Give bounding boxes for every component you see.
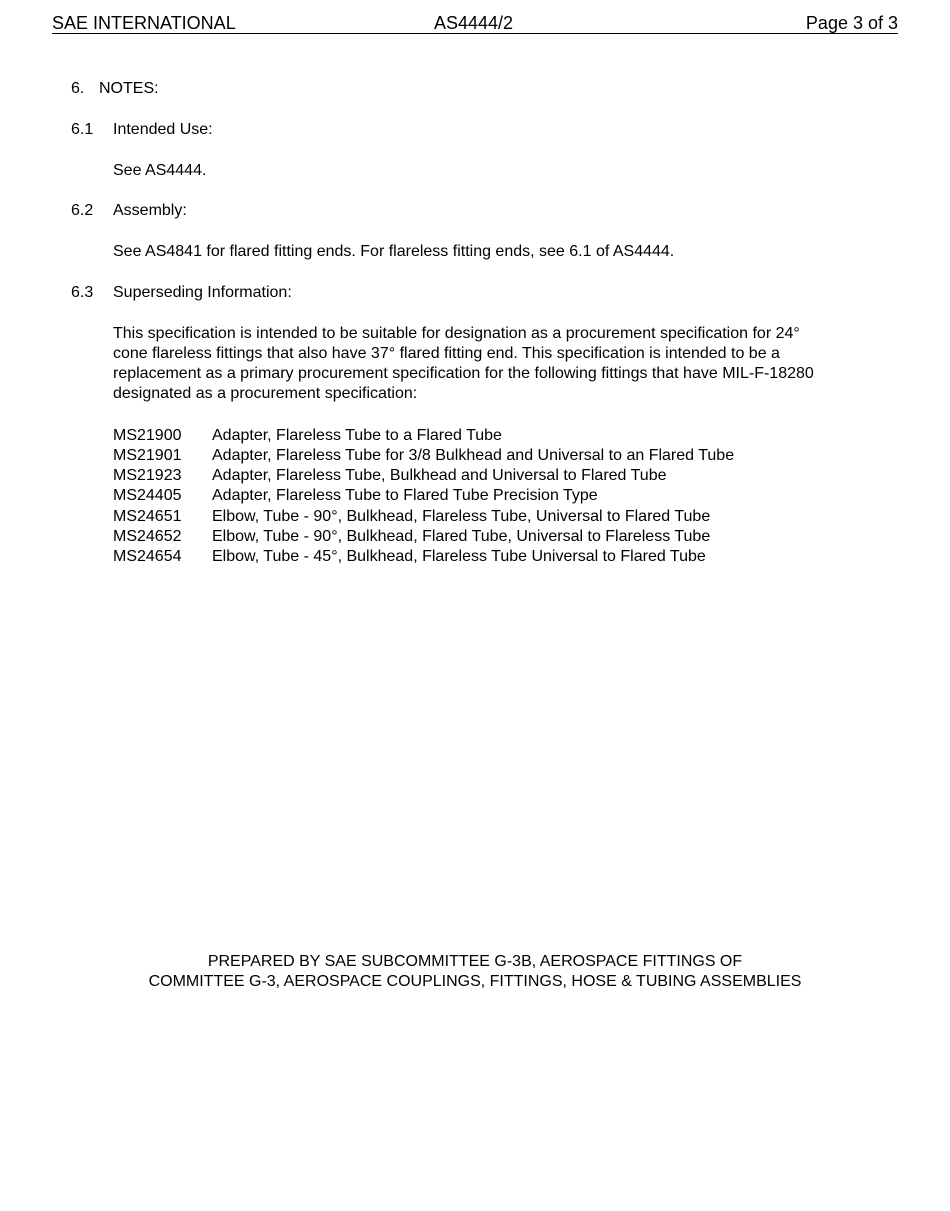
- fitting-description: Elbow, Tube - 90°, Bulkhead, Flareless Tube, Universal to Flared Tube: [212, 508, 711, 525]
- fitting-description: Adapter, Flareless Tube to Flared Tube Precision Type: [212, 487, 598, 504]
- footer-line-1: PREPARED BY SAE SUBCOMMITTEE G-3B, AEROSPACE FITTINGS OF: [207, 953, 743, 970]
- fitting-description: Elbow, Tube - 90°, Bulkhead, Flared Tube, Universal to Flareless Tube: [212, 528, 711, 545]
- page-header: [52, 13, 898, 34]
- fitting-description: Adapter, Flareless Tube to a Flared Tube: [212, 427, 502, 444]
- fitting-description: Adapter, Flareless Tube, Bulkhead and Universal to Flared Tube: [212, 467, 667, 484]
- subsection-title-superseding: Superseding Information:: [113, 284, 292, 301]
- fitting-code: MS24652: [113, 528, 182, 545]
- section-title: NOTES:: [99, 80, 159, 97]
- fitting-code: MS24654: [113, 548, 182, 565]
- prepared-by-footer: [0, 952, 950, 992]
- footer-line-2: COMMITTEE G-3, AEROSPACE COUPLINGS, FITTINGS, HOSE & TUBING ASSEMBLIES: [148, 973, 802, 990]
- subsection-title-intended-use: Intended Use:: [113, 121, 213, 138]
- subsection-number-6-3: 6.3: [71, 284, 94, 301]
- superseding-line: designated as a procurement specification:: [113, 385, 418, 402]
- fitting-code: MS21901: [113, 447, 182, 464]
- fitting-code: MS21923: [113, 467, 182, 484]
- superseding-line: This specification is intended to be suitable for designation as a procurement specification for 24°: [113, 325, 800, 342]
- superseding-line: replacement as a primary procurement specification for the following fittings that have MIL-F-18280: [113, 365, 814, 382]
- fitting-code: MS24651: [113, 508, 182, 525]
- fitting-description: Adapter, Flareless Tube for 3/8 Bulkhead and Universal to an Flared Tube: [212, 447, 735, 464]
- subsection-number-6-1: 6.1: [71, 121, 94, 138]
- fitting-code: MS21900: [113, 427, 182, 444]
- fitting-description: Elbow, Tube - 45°, Bulkhead, Flareless Tube Universal to Flared Tube: [212, 548, 706, 565]
- intended-use-body: See AS4444.: [113, 162, 207, 179]
- superseding-line: cone flareless fittings that also have 37° flared fitting end. This specification is intended to be a: [113, 345, 780, 362]
- header-doc-id: AS4444/2: [434, 13, 514, 33]
- subsection-number-6-2: 6.2: [71, 202, 94, 219]
- fitting-code: MS24405: [113, 487, 182, 504]
- assembly-body: See AS4841 for flared fitting ends. For flareless fitting ends, see 6.1 of AS4444.: [113, 243, 675, 260]
- subsection-title-assembly: Assembly:: [113, 202, 187, 219]
- header-org: SAE INTERNATIONAL: [52, 13, 236, 33]
- header-page-number: Page 3 of 3: [805, 13, 898, 33]
- section-number: 6.: [71, 80, 85, 97]
